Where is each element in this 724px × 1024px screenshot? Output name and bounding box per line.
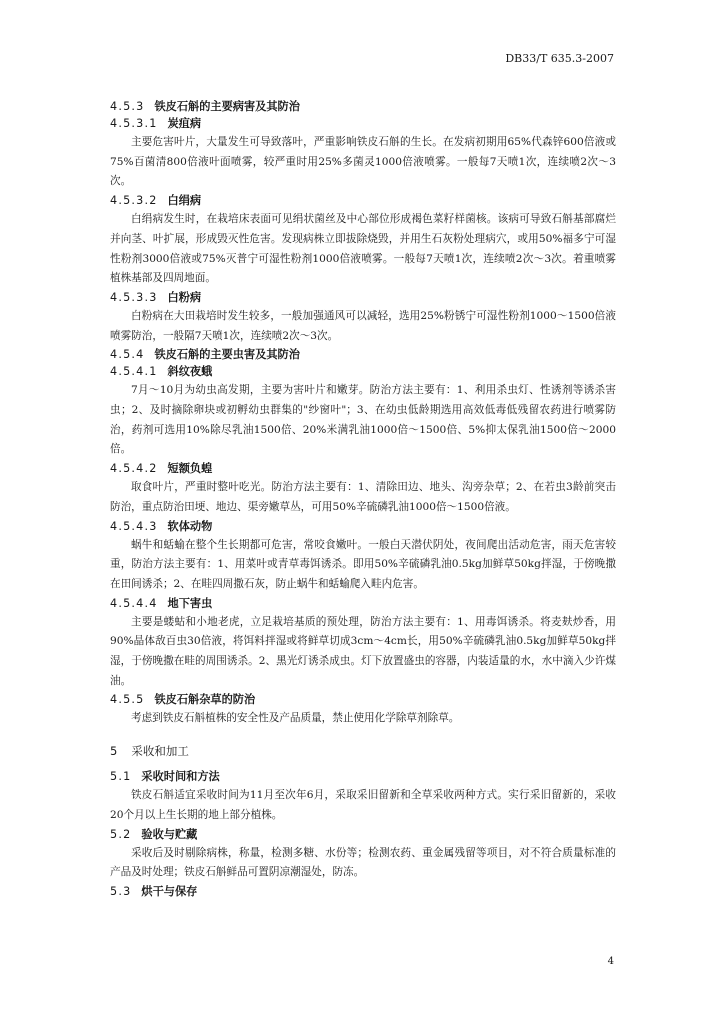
paragraph: 考虑到铁皮石斛植株的安全性及产品质量，禁止使用化学除草剂除草。	[131, 712, 460, 725]
section-heading	[110, 692, 616, 708]
section-title: 短额负蝗	[167, 462, 213, 476]
document-id: DB33/T 635.3-2007	[505, 52, 614, 65]
section-heading	[110, 461, 616, 477]
section-title: 验收与贮藏	[141, 827, 198, 841]
section-title: 炭疽病	[167, 117, 202, 130]
document-body	[110, 98, 616, 901]
section-title: 白粉病	[167, 290, 202, 304]
section-heading	[110, 193, 616, 209]
chapter-heading	[110, 743, 616, 759]
section-number: 4.5.3.1	[110, 117, 158, 130]
section-number: 4.5.4.2	[110, 462, 158, 476]
section-heading	[110, 116, 616, 132]
paragraph: 取食叶片，严重时整叶吃光。防治方法主要有：1、清除田边、地头、沟旁杂草；2、在若虫3龄前突击防治，重点防治田埂、地边、渠旁嫩草丛，可用50%辛硫磷乳油1000倍～1500倍液。	[110, 481, 616, 513]
section-heading	[110, 347, 616, 363]
paragraph: 采收后及时剔除病株，称量，检测多糖、水份等；检测农药、重金属残留等项目，对不符合质量标准的产品及时处理；铁皮石斛鲜品可置阴凉潮湿处，防冻。	[110, 846, 616, 879]
section-number: 4.5.4	[110, 348, 145, 362]
page-number: 4	[607, 956, 614, 967]
section-title: 铁皮石斛的主要虫害及其防治	[154, 348, 300, 362]
section-heading	[110, 827, 616, 843]
section-number: 4.5.4.4	[110, 596, 158, 610]
section-heading	[110, 596, 616, 612]
section-title: 白绢病	[167, 194, 202, 208]
section-number: 4.5.3	[110, 100, 145, 113]
section-number: 4.5.5	[110, 693, 145, 707]
section-title: 铁皮石斛杂草的防治	[154, 693, 256, 707]
section-title: 地下害虫	[167, 596, 213, 610]
section-number: 5.2	[110, 827, 132, 841]
paragraph: 主要危害叶片，大量发生可导致落叶，严重影响铁皮石斛的生长。在发病初期用65%代森锌600倍液或75%百菌清800倍液叶面喷雾，较严重时用25%多菌灵1000倍液喷雾。一般每7天喷1次，连续喷2次～3次。	[110, 136, 616, 188]
section-number: 4.5.3.2	[110, 194, 158, 208]
section-heading	[110, 364, 616, 380]
paragraph: 铁皮石斛适宜采收时间为11月至次年6月，采取采旧留新和全草采收两种方式。实行采旧留新的，采收20个月以上生长期的地上部分植株。	[110, 789, 616, 821]
paragraph: 蜗牛和蛞蝓在整个生长期都可危害，常咬食嫩叶。一般白天潜伏阴处，夜间爬出活动危害，雨天危害较重，防治方法主要有：1、用菜叶或青草毒饵诱杀。即用50%辛硫磷乳油0.5kg加鲜草50kg拌湿，于傍晚撒在田间诱杀；2、在畦四周撒石灰，防止蜗牛和蛞蝓爬入畦内危害。	[110, 538, 616, 590]
section-title: 采收时间和方法	[141, 770, 220, 784]
section-number: 4.5.4.3	[110, 519, 158, 533]
section-number: 5	[110, 744, 118, 759]
paragraph: 白绢病发生时，在栽培床表面可见绢状菌丝及中心部位形成褐色菜籽样菌核。该病可导致石斛基部腐烂并向茎、叶扩展，形成毁灭性危害。发现病株立即拔除烧毁，并用生石灰粉处理病穴，或用50%福多宁可湿性粉剂3000倍液或75%灭普宁可湿性粉剂1000倍液喷雾。一般每7天喷1次，连续喷2次～3次。着重喷雾植株基部及四周地面。	[110, 213, 616, 285]
section-heading	[110, 884, 616, 900]
section-number: 5.1	[110, 770, 132, 784]
paragraph: 白粉病在大田栽培时发生较多，一般加强通风可以减轻，选用25%粉锈宁可湿性粉剂1000～1500倍液喷雾防治，一般隔7天喷1次，连续喷2次～3次。	[110, 309, 616, 342]
section-number: 4.5.3.3	[110, 290, 158, 304]
section-heading	[110, 519, 616, 535]
section-title: 烘干与保存	[141, 884, 198, 898]
section-title: 铁皮石斛的主要病害及其防治	[154, 100, 300, 113]
section-heading	[110, 290, 616, 306]
section-title: 软体动物	[167, 519, 213, 533]
section-number: 4.5.4.1	[110, 365, 158, 379]
section-title: 采收和加工	[131, 744, 189, 759]
section-heading	[110, 99, 616, 115]
section-title: 斜纹夜蛾	[167, 365, 213, 379]
paragraph: 主要是蝼蛄和小地老虎，立足栽培基质的预处理，防治方法主要有：1、用毒饵诱杀。将麦麸炒香，用90%晶体敌百虫30倍液，将饵料拌湿或将鲜草切成3cm～4cm长，用50%辛硫磷乳油0.5kg加鲜草50kg拌湿，于傍晚撒在畦的周围诱杀。2、黑光灯诱杀成虫。灯下放置盛虫的容器，内装适量的水，水中滴入少许煤油。	[110, 615, 616, 687]
section-heading	[110, 769, 616, 785]
section-number: 5.3	[110, 884, 132, 898]
paragraph: 7月～10月为幼虫高发期，主要为害叶片和嫩芽。防治方法主要有：1、利用杀虫灯、性诱剂等诱杀害虫；2、及时摘除卵块或初孵幼虫群集的"纱窗叶"；3、在幼虫低龄期选用高效低毒低残留农药进行喷雾防治，药剂可选用10%除尽乳油1500倍、20%米满乳油1000倍～1500倍、5%抑太保乳油1500倍～2000倍。	[110, 384, 616, 456]
